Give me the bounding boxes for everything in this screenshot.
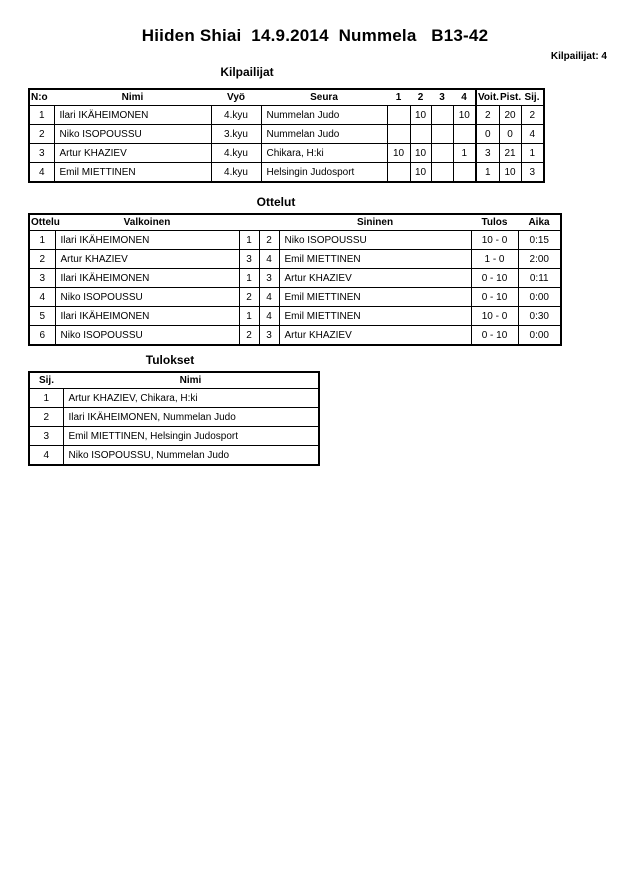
table-cell: 10 — [499, 163, 521, 183]
table-cell: Emil MIETTINEN — [54, 163, 211, 183]
table-cell: 5 — [29, 307, 55, 326]
table-cell: 2 — [259, 231, 279, 250]
column-header: Voit. — [476, 89, 499, 106]
table-cell: 2 — [239, 288, 259, 307]
table-cell: 1 — [29, 106, 54, 125]
table-cell: 2:00 — [518, 250, 561, 269]
kilpailijat-table — [28, 88, 545, 183]
table-cell: 1 — [239, 269, 259, 288]
table-cell: Helsingin Judosport — [261, 163, 387, 183]
table-cell: Chikara, H:ki — [261, 144, 387, 163]
table-cell: 20 — [499, 106, 521, 125]
table-row — [29, 125, 544, 144]
ottelut-header-row — [29, 214, 561, 231]
section-heading-kilpailijat: Kilpailijat — [220, 65, 274, 79]
table-cell: 10 — [410, 106, 431, 125]
table-cell — [453, 125, 476, 144]
table-cell: 3.kyu — [211, 125, 261, 144]
table-cell: Artur KHAZIEV — [279, 269, 471, 288]
table-cell: 4 — [259, 307, 279, 326]
table-cell: Emil MIETTINEN — [279, 307, 471, 326]
table-cell: 3 — [29, 427, 63, 446]
table-cell: 4 — [29, 163, 54, 183]
table-cell: Nummelan Judo — [261, 106, 387, 125]
table-cell — [387, 125, 410, 144]
table-cell: Ilari IKÄHEIMONEN — [55, 231, 239, 250]
table-cell: 1 — [453, 144, 476, 163]
table-row — [29, 408, 319, 427]
table-cell: 1 — [476, 163, 499, 183]
table-cell: 2 — [476, 106, 499, 125]
table-cell: 1 — [239, 307, 259, 326]
page-title: Hiiden Shiai 14.9.2014 Nummela B13-42 — [141, 26, 489, 45]
table-row — [29, 446, 319, 466]
table-row — [29, 250, 561, 269]
tulokset-header-row — [29, 372, 319, 389]
table-cell: 0 — [476, 125, 499, 144]
table-cell: 1 — [29, 389, 63, 408]
column-header — [239, 214, 259, 231]
table-cell: Niko ISOPOUSSU — [54, 125, 211, 144]
table-row — [29, 231, 561, 250]
column-header: Ottelu — [31, 217, 60, 228]
table-row — [29, 288, 561, 307]
table-cell: 4.kyu — [211, 106, 261, 125]
table-cell: 10 — [453, 106, 476, 125]
table-cell: Niko ISOPOUSSU — [279, 231, 471, 250]
ottelut-body — [29, 231, 561, 346]
table-cell: 3 — [259, 326, 279, 346]
table-cell — [387, 106, 410, 125]
table-cell: Niko ISOPOUSSU — [55, 288, 239, 307]
table-cell: 0 - 10 — [471, 326, 518, 346]
column-header: 3 — [439, 92, 445, 103]
table-cell: 4 — [259, 250, 279, 269]
table-cell: 0:30 — [518, 307, 561, 326]
table-cell: Emil MIETTINEN — [279, 250, 471, 269]
table-cell — [431, 125, 453, 144]
table-cell: 3 — [29, 144, 54, 163]
table-cell: 3 — [521, 163, 544, 183]
table-cell — [431, 106, 453, 125]
table-cell: 4 — [29, 288, 55, 307]
table-cell: Ilari IKÄHEIMONEN, Nummelan Judo — [63, 408, 319, 427]
column-header: 2 — [417, 92, 424, 103]
column-header: Sininen — [356, 217, 394, 228]
column-header: Pist. — [500, 92, 522, 103]
column-header: Valkoinen — [123, 217, 171, 228]
kilpailijat-header-row — [29, 89, 544, 106]
table-cell: Artur KHAZIEV, Chikara, H:ki — [63, 389, 319, 408]
table-cell: 6 — [29, 326, 55, 346]
tulokset-body — [29, 389, 319, 466]
table-row — [29, 326, 561, 346]
table-cell — [431, 144, 453, 163]
section-heading-ottelut: Ottelut — [256, 195, 296, 209]
table-cell: 2 — [29, 125, 54, 144]
column-header: 4 — [461, 92, 467, 103]
table-cell: 1 - 0 — [471, 250, 518, 269]
table-cell — [387, 163, 410, 183]
column-header: Sij. — [524, 92, 540, 103]
table-cell: Ilari IKÄHEIMONEN — [54, 106, 211, 125]
table-cell: 10 - 0 — [471, 231, 518, 250]
table-cell: Emil MIETTINEN, Helsingin Judosport — [63, 427, 319, 446]
table-cell: Ilari IKÄHEIMONEN — [55, 269, 239, 288]
table-cell: 4.kyu — [211, 163, 261, 183]
table-cell: 10 — [387, 144, 410, 163]
table-row — [29, 269, 561, 288]
table-cell: 0:11 — [518, 269, 561, 288]
table-cell: 1 — [239, 231, 259, 250]
table-cell: 2 — [29, 408, 63, 427]
column-header: Tulos — [481, 217, 508, 228]
column-header: Nimi — [121, 92, 144, 103]
table-cell: Nummelan Judo — [261, 125, 387, 144]
table-cell: 10 — [410, 144, 431, 163]
column-header: Sij. — [38, 375, 54, 386]
table-cell: 0:15 — [518, 231, 561, 250]
participants-count: Kilpailijat: 4 — [550, 51, 607, 62]
table-cell: 0:00 — [518, 326, 561, 346]
table-cell: 10 - 0 — [471, 307, 518, 326]
table-cell: Niko ISOPOUSSU — [55, 326, 239, 346]
table-cell: Artur KHAZIEV — [279, 326, 471, 346]
table-row — [29, 427, 319, 446]
table-cell: 4 — [259, 288, 279, 307]
table-row — [29, 307, 561, 326]
column-header: Vyö — [227, 92, 245, 103]
table-cell: Emil MIETTINEN — [279, 288, 471, 307]
column-header: Nimi — [179, 375, 202, 386]
table-cell: 0 — [499, 125, 521, 144]
table-cell: Artur KHAZIEV — [54, 144, 211, 163]
table-cell: 1 — [29, 231, 55, 250]
kilpailijat-body — [29, 106, 544, 183]
table-row — [29, 389, 319, 408]
column-header: N:o — [31, 92, 48, 103]
table-cell: 3 — [29, 269, 55, 288]
table-cell: 3 — [239, 250, 259, 269]
table-cell: 4.kyu — [211, 144, 261, 163]
column-header — [259, 214, 279, 231]
table-cell: 0 - 10 — [471, 288, 518, 307]
table-row — [29, 106, 544, 125]
column-header: Aika — [528, 217, 550, 228]
table-cell — [453, 163, 476, 183]
table-cell: Artur KHAZIEV — [55, 250, 239, 269]
section-heading-tulokset: Tulokset — [145, 353, 195, 367]
tulokset-table — [28, 371, 320, 466]
table-cell: 0:00 — [518, 288, 561, 307]
table-cell: 4 — [29, 446, 63, 466]
table-cell: 2 — [239, 326, 259, 346]
ottelut-table — [28, 213, 562, 346]
table-cell: Ilari IKÄHEIMONEN — [55, 307, 239, 326]
table-cell: 10 — [410, 163, 431, 183]
table-cell — [410, 125, 431, 144]
table-cell: 21 — [499, 144, 521, 163]
column-header: 1 — [395, 92, 402, 103]
table-cell: 1 — [521, 144, 544, 163]
column-header: Seura — [310, 92, 338, 103]
table-row — [29, 144, 544, 163]
table-cell: 2 — [521, 106, 544, 125]
table-cell: 3 — [259, 269, 279, 288]
table-cell: 4 — [521, 125, 544, 144]
table-cell: 0 - 10 — [471, 269, 518, 288]
table-cell — [431, 163, 453, 183]
table-cell: 2 — [29, 250, 55, 269]
table-cell: Niko ISOPOUSSU, Nummelan Judo — [63, 446, 319, 466]
table-cell: 3 — [476, 144, 499, 163]
table-row — [29, 163, 544, 183]
